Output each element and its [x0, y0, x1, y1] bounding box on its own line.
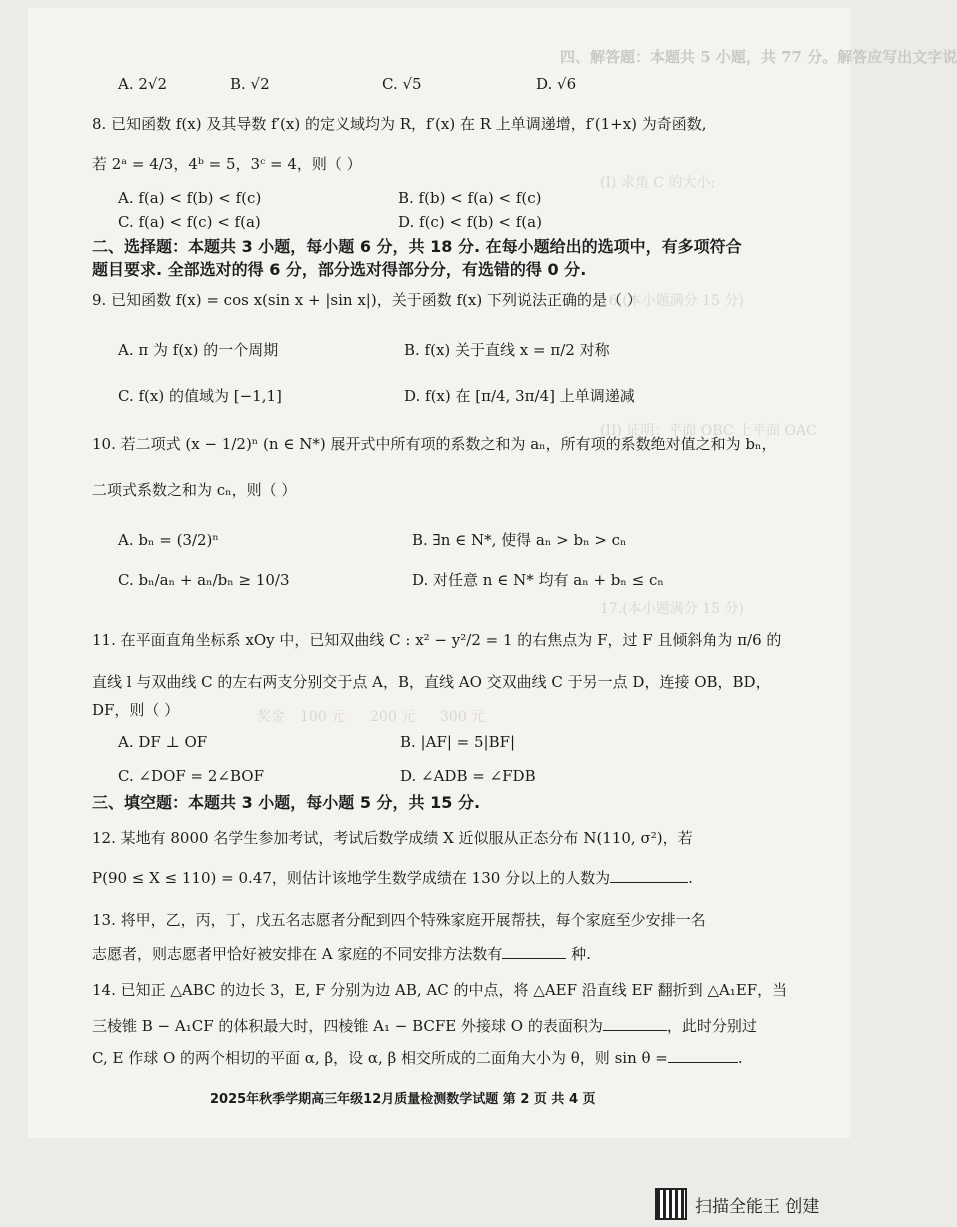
scanner-watermark [655, 1188, 819, 1220]
q13-text: 志愿者，则志愿者甲恰好被安排在 A 家庭的不同安排方法数有 [92, 945, 503, 963]
bleed-through-text: 200 元 [370, 709, 416, 725]
bleed-through-text: 300 元 [440, 709, 486, 725]
q9-option-a: A. π 为 f(x) 的一个周期 [118, 341, 279, 359]
q14-text-2a: 三棱锥 B − A₁CF 的体积最大时，四棱锥 A₁ − BCFE 外接球 O 的表面积为 [92, 1017, 603, 1035]
q8-stem-line2: 若 2ᵃ = 4/3，4ᵇ = 5，3ᶜ = 4，则（ ） [92, 155, 362, 173]
section3-heading: 三、填空题：本题共 3 小题，每小题 5 分，共 15 分. [92, 793, 481, 812]
q8-stem-line1: 8. 已知函数 f(x) 及其导数 f′(x) 的定义域均为 R，f′(x) 在 R 上单调递增，f′(1+x) 为奇函数, [92, 115, 707, 133]
q7-option-d: D. √6 [536, 75, 577, 93]
q10-option-a: A. bₙ = (3/2)ⁿ [118, 531, 219, 549]
q12-text: P(90 ≤ X ≤ 110) = 0.47，则估计该地学生数学成绩在 130 分以上的人数为 [92, 869, 611, 887]
q10-stem-line2: 二项式系数之和为 cₙ，则（ ） [92, 481, 297, 499]
q12-line2: P(90 ≤ X ≤ 110) = 0.47，则估计该地学生数学成绩在 130 分以上的人数为 . [92, 869, 693, 887]
bleed-through-text: (II) 证明：平面 OBC 上平面 OAC [600, 423, 817, 439]
q8-option-a: A. f(a) < f(b) < f(c) [118, 189, 262, 207]
q11-option-a: A. DF ⊥ OF [118, 733, 208, 751]
q11-option-d: D. ∠ADB = ∠FDB [400, 767, 536, 785]
q12-line1: 12. 某地有 8000 名学生参加考试，考试后数学成绩 X 近似服从正态分布 N(110, σ²)，若 [92, 829, 693, 847]
q14-text-2b: ，此时分别过 [666, 1017, 757, 1035]
q12-answer-blank[interactable] [610, 868, 688, 883]
q13-answer-blank[interactable] [502, 944, 566, 959]
bleed-through-text: 16.(本小题满分 15 分) [600, 293, 744, 309]
q9-option-c: C. f(x) 的值域为 [−1,1] [118, 387, 282, 405]
page-footer: 2025年秋季学期高三年级12月质量检测数学试题 第 2 页 共 4 页 [210, 1092, 596, 1107]
q11-option-b: B. |AF| = 5|BF| [400, 733, 516, 751]
q7-option-c: C. √5 [382, 75, 422, 93]
q7-option-b: B. √2 [230, 75, 270, 93]
watermark-text: 扫描全能王 创建 [695, 1196, 820, 1217]
q7-option-a: A. 2√2 [118, 75, 168, 93]
q11-stem-line1: 11. 在平面直角坐标系 xOy 中，已知双曲线 C : x² − y²/2 = 1 的右焦点为 F，过 F 且倾斜角为 π/6 的 [92, 631, 782, 649]
q14-text-3a: C, E 作球 O 的两个相切的平面 α, β，设 α, β 相交所成的二面角大小为 θ，则 sin θ = [92, 1049, 668, 1067]
bleed-through-text: (I) 求角 C 的大小; [600, 175, 716, 191]
q9-stem: 9. 已知函数 f(x) = cos x(sin x + |sin x|)，关于函数 f(x) 下列说法正确的是（ ） [92, 291, 642, 309]
q9-option-b: B. f(x) 关于直线 x = π/2 对称 [404, 341, 610, 359]
q13-line1: 13. 将甲，乙，丙，丁，戊五名志愿者分配到四个特殊家庭开展帮扶，每个家庭至少安排一名 [92, 911, 706, 929]
q14-answer-blank-2[interactable] [668, 1048, 738, 1063]
q8-option-c: C. f(a) < f(c) < f(a) [118, 213, 261, 231]
q10-option-d: D. 对任意 n ∈ N* 均有 aₙ + bₙ ≤ cₙ [412, 571, 664, 589]
q11-stem-line2: 直线 l 与双曲线 C 的左右两支分别交于点 A，B，直线 AO 交双曲线 C 于另一点 D，连接 OB，BD， [92, 673, 771, 691]
q14-answer-blank-1[interactable] [603, 1016, 667, 1031]
bleed-through-text: 100 元 [300, 709, 346, 725]
q13-tail: 种. [571, 945, 591, 963]
qr-code-icon [655, 1188, 687, 1220]
q8-option-d: D. f(c) < f(b) < f(a) [398, 213, 542, 231]
q11-stem-line3: DF，则（ ） [92, 701, 180, 719]
bleed-through-text: 奖金 [257, 709, 285, 725]
section2-heading-line1: 二、选择题：本题共 3 小题，每小题 6 分，共 18 分. 在每小题给出的选项中，有多项符合 [92, 237, 742, 256]
q8-option-b: B. f(b) < f(a) < f(c) [398, 189, 542, 207]
q14-text-3b: . [737, 1049, 743, 1067]
q13-line2 [92, 944, 591, 964]
q14-line2 [92, 1016, 757, 1036]
q14-line3 [92, 1048, 743, 1068]
section2-heading-line2: 题目要求. 全部选对的得 6 分，部分选对得部分分，有选错的得 0 分. [92, 260, 587, 279]
q10-stem-line1: 10. 若二项式 (x − 1/2)ⁿ (n ∈ N*) 展开式中所有项的系数之和为 aₙ，所有项的系数绝对值之和为 bₙ， [92, 435, 777, 453]
q9-option-d: D. f(x) 在 [π/4, 3π/4] 上单调递减 [404, 387, 635, 405]
bleed-through-text: 17.(本小题满分 15 分) [600, 601, 744, 617]
q10-option-b: B. ∃n ∈ N*, 使得 aₙ > bₙ > cₙ [412, 531, 627, 549]
q11-option-c: C. ∠DOF = 2∠BOF [118, 767, 265, 785]
q10-option-c: C. bₙ/aₙ + aₙ/bₙ ≥ 10/3 [118, 571, 290, 589]
q14-line1: 14. 已知正 △ABC 的边长 3，E, F 分别为边 AB, AC 的中点，将 △AEF 沿直线 EF 翻折到 △A₁EF，当 [92, 981, 788, 999]
bleed-through-header: 四、解答题：本题共 5 小题，共 77 分。解答应写出文字说 [560, 48, 957, 66]
